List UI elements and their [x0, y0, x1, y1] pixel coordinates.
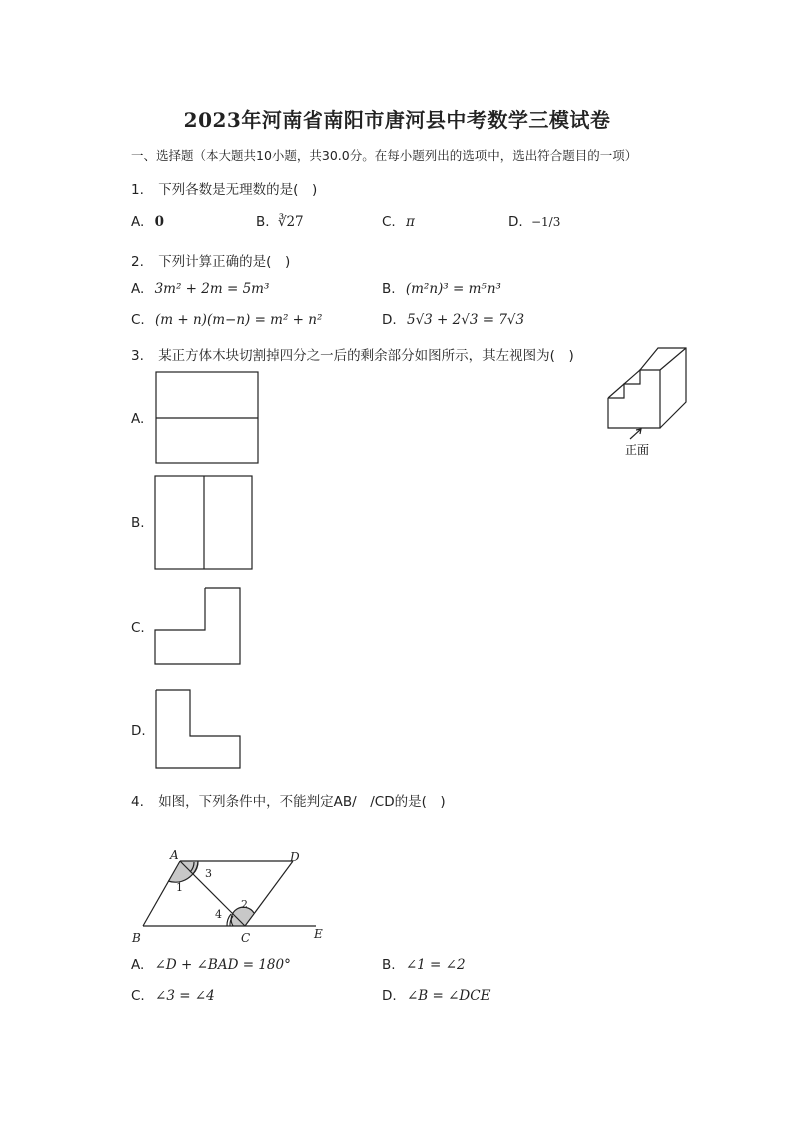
question-stem: 如图，下列条件中，不能判定AB/ /CD的是( ) — [158, 794, 446, 810]
front-label: 正面 — [625, 443, 650, 457]
front-face — [608, 370, 660, 428]
option-text: ∠1 = ∠2 — [405, 957, 466, 973]
option-label: A. — [131, 281, 145, 297]
option-text: ∛27 — [277, 214, 304, 230]
q2-option-a — [131, 281, 269, 297]
question-1 — [131, 178, 317, 198]
question-number: 4. — [131, 794, 144, 810]
option-label: A. — [131, 214, 145, 230]
option-text: ∠3 = ∠4 — [155, 988, 215, 1004]
segment-CD — [245, 861, 293, 926]
q4-geometry-figure — [128, 846, 333, 946]
option-label: A. — [131, 957, 145, 973]
option-text: 3m² + 2m = 5m³ — [154, 281, 270, 297]
point-B: B — [132, 931, 141, 945]
option-label: C. — [131, 312, 145, 328]
lower-step-edge — [608, 384, 624, 398]
top-back-edges — [640, 348, 686, 428]
option-text: −1/3 — [530, 215, 561, 229]
q3-option-d-view — [155, 689, 243, 770]
q3-option-a-label: A. — [131, 411, 145, 427]
question-2 — [131, 250, 290, 270]
q3-option-c-view — [154, 587, 242, 667]
q1-option-b — [256, 214, 304, 230]
angle-label-2: 2 — [241, 898, 248, 911]
angle-label-3: 3 — [205, 867, 212, 880]
q3-option-b-label: B. — [131, 515, 145, 531]
segment-AC — [180, 861, 245, 926]
q3-solid-figure — [600, 342, 700, 462]
option-text: 0 — [154, 214, 164, 230]
q4-option-a — [131, 957, 291, 973]
option-label: B. — [382, 957, 396, 973]
option-text: (m²n)³ = m⁵n³ — [405, 281, 501, 297]
option-label: D. — [382, 988, 397, 1004]
page-title: 2023年河南省南阳市唐河县中考数学三模试卷 — [183, 108, 611, 132]
q1-option-c — [382, 214, 415, 230]
top-right-edge — [660, 348, 686, 370]
q2-option-d — [382, 312, 524, 328]
point-A: A — [170, 848, 179, 862]
question-stem: 某正方体木块切割掉四分之一后的剩余部分如图所示，其左视图为( ) — [158, 348, 574, 364]
question-4 — [131, 790, 446, 810]
point-E: E — [314, 927, 323, 941]
q4-option-b — [382, 957, 466, 973]
section-heading: 一、选择题（本大题共10小题，共30.0分。在每小题列出的选项中，选出符合题目的一项） — [131, 148, 638, 163]
option-label: B. — [382, 281, 396, 297]
option-label: D. — [382, 312, 397, 328]
angle-label-4: 4 — [215, 908, 222, 921]
q3-option-c-label: C. — [131, 620, 145, 636]
option-label: C. — [382, 214, 396, 230]
question-number: 1. — [131, 182, 144, 198]
option-text: ∠D + ∠BAD = 180° — [154, 957, 291, 973]
option-text: (m + n)(m−n) = m² + n² — [155, 312, 323, 328]
q2-option-c — [131, 312, 322, 328]
step-edge — [624, 370, 640, 384]
question-stem: 下列计算正确的是( ) — [158, 254, 291, 270]
q1-option-a — [131, 214, 164, 230]
arrow-line — [630, 429, 641, 439]
q3-option-a-view — [155, 371, 261, 466]
option-label: C. — [131, 988, 145, 1004]
q2-option-b — [382, 281, 501, 297]
q3-option-b-view — [154, 475, 254, 571]
option-label: D. — [508, 214, 523, 230]
point-D: D — [290, 850, 300, 864]
option-text: 5√3 + 2√3 = 7√3 — [406, 312, 525, 328]
segment-AB — [143, 861, 180, 926]
option-text: π — [406, 214, 415, 230]
option-label: B. — [256, 214, 270, 230]
option-text: ∠B = ∠DCE — [406, 988, 491, 1004]
question-number: 2. — [131, 254, 144, 270]
angle-label-1: 1 — [176, 881, 183, 894]
point-C: C — [241, 931, 251, 945]
question-stem: 下列各数是无理数的是( ) — [158, 182, 318, 198]
q3-option-d-label: D. — [131, 723, 146, 739]
question-3 — [131, 344, 574, 364]
question-number: 3. — [131, 348, 144, 364]
q4-option-c — [131, 988, 215, 1004]
q4-option-d — [382, 988, 490, 1004]
q1-option-d — [508, 214, 560, 230]
